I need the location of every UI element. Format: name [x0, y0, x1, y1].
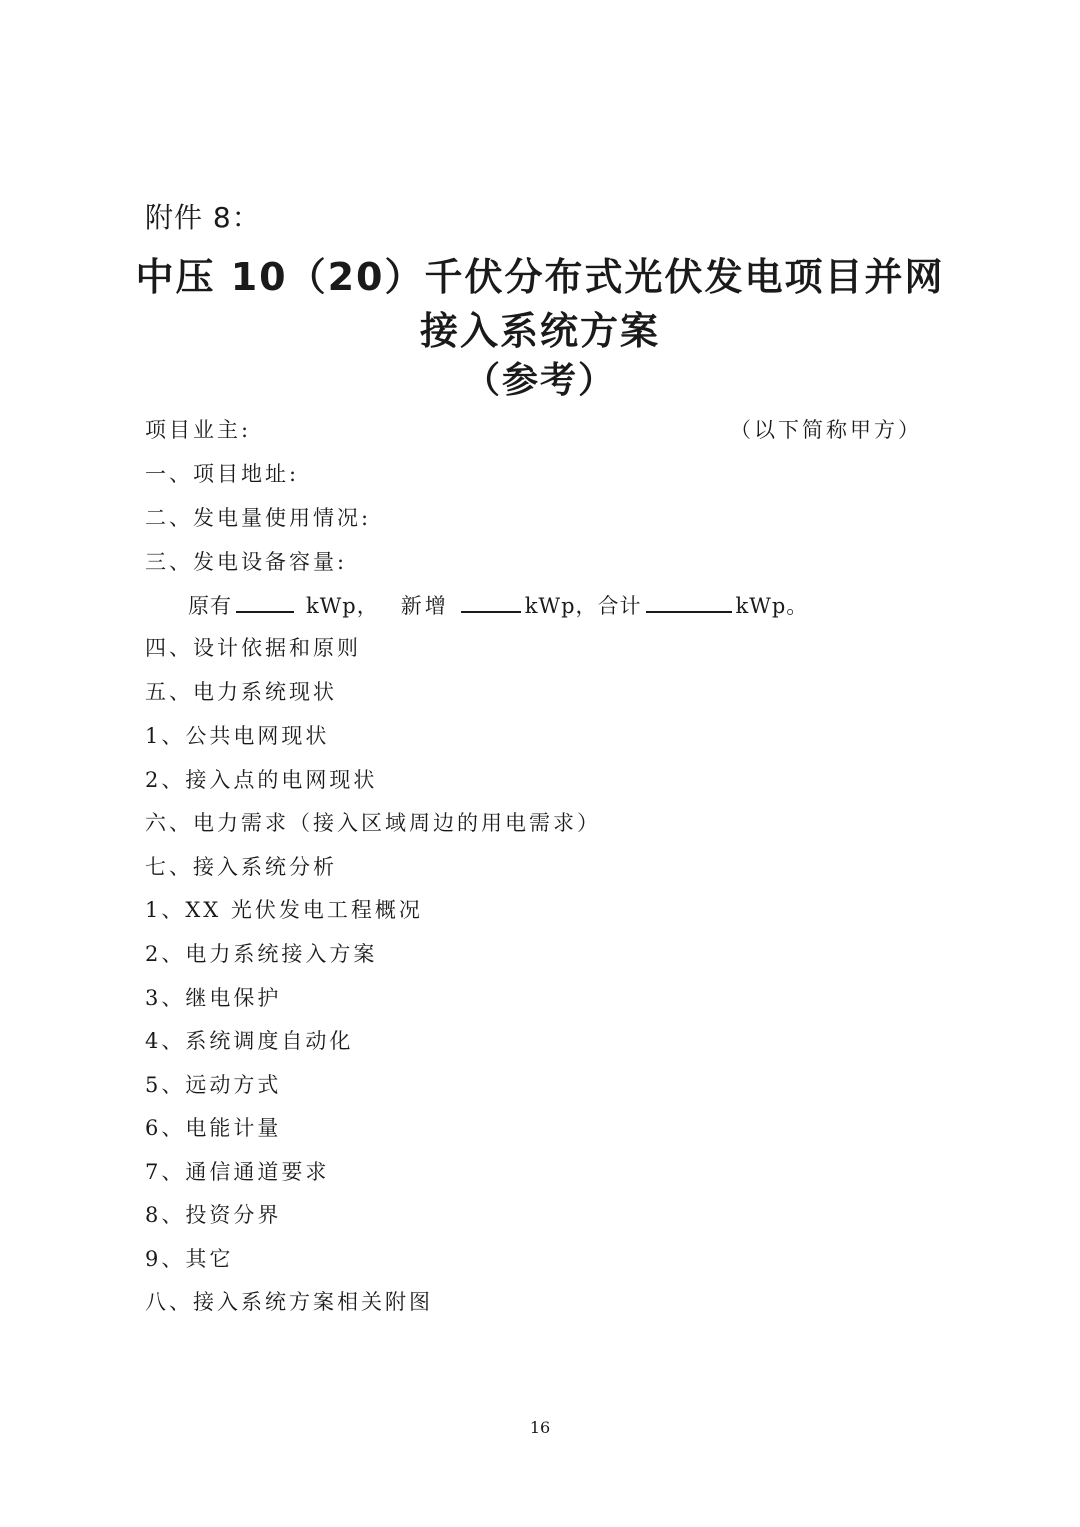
- owner-label: 项目业主:: [145, 418, 252, 442]
- item-access-system-analysis: 七、接入系统分析: [145, 855, 337, 879]
- item-equipment-capacity: 三、发电设备容量:: [145, 550, 348, 574]
- unit-kwp-total-label: kWp，合计: [524, 594, 642, 618]
- item-project-address: 一、项目地址:: [145, 462, 300, 486]
- item-relay-protection: 3、继电保护: [145, 986, 282, 1010]
- item-attached-drawings: 八、接入系统方案相关附图: [145, 1290, 433, 1314]
- attachment-label: 附件 8：: [145, 201, 261, 234]
- title-line-1: 中压 10（20）千伏分布式光伏发电项目并网: [135, 255, 945, 299]
- item-access-point-grid-status: 2、接入点的电网现状: [145, 768, 378, 792]
- item-pv-project-overview: 1、XX 光伏发电工程概况: [145, 898, 423, 922]
- item-power-system-status: 五、电力系统现状: [145, 680, 337, 704]
- unit-kwp-1: kWp，: [306, 594, 379, 618]
- title-line-3: （参考）: [463, 360, 616, 401]
- item-access-scheme: 2、电力系统接入方案: [145, 942, 378, 966]
- existing-label: 原有: [188, 594, 232, 618]
- item-energy-metering: 6、电能计量: [145, 1116, 282, 1140]
- item-telecontrol: 5、远动方式: [145, 1073, 282, 1097]
- existing-capacity-blank[interactable]: [236, 593, 294, 613]
- title-line-2: 接入系统方案: [419, 309, 660, 353]
- page-number: 16: [529, 1418, 551, 1437]
- item-design-basis: 四、设计依据和原则: [145, 636, 361, 660]
- item-public-grid-status: 1、公共电网现状: [145, 724, 330, 748]
- item-communication-channel: 7、通信通道要求: [145, 1160, 330, 1184]
- item-power-usage: 二、发电量使用情况:: [145, 506, 372, 530]
- item-other: 9、其它: [145, 1247, 234, 1271]
- capacity-line: [188, 590, 808, 620]
- unit-kwp-3: kWp。: [735, 594, 809, 618]
- item-dispatch-automation: 4、系统调度自动化: [145, 1029, 354, 1053]
- item-investment-boundary: 8、投资分界: [145, 1203, 282, 1227]
- item-power-demand: 六、电力需求（接入区域周边的用电需求）: [145, 811, 601, 835]
- added-capacity-blank[interactable]: [461, 593, 521, 613]
- total-capacity-blank[interactable]: [646, 593, 732, 613]
- owner-note: （以下简称甲方）: [730, 418, 922, 442]
- added-label: 新增: [400, 594, 449, 618]
